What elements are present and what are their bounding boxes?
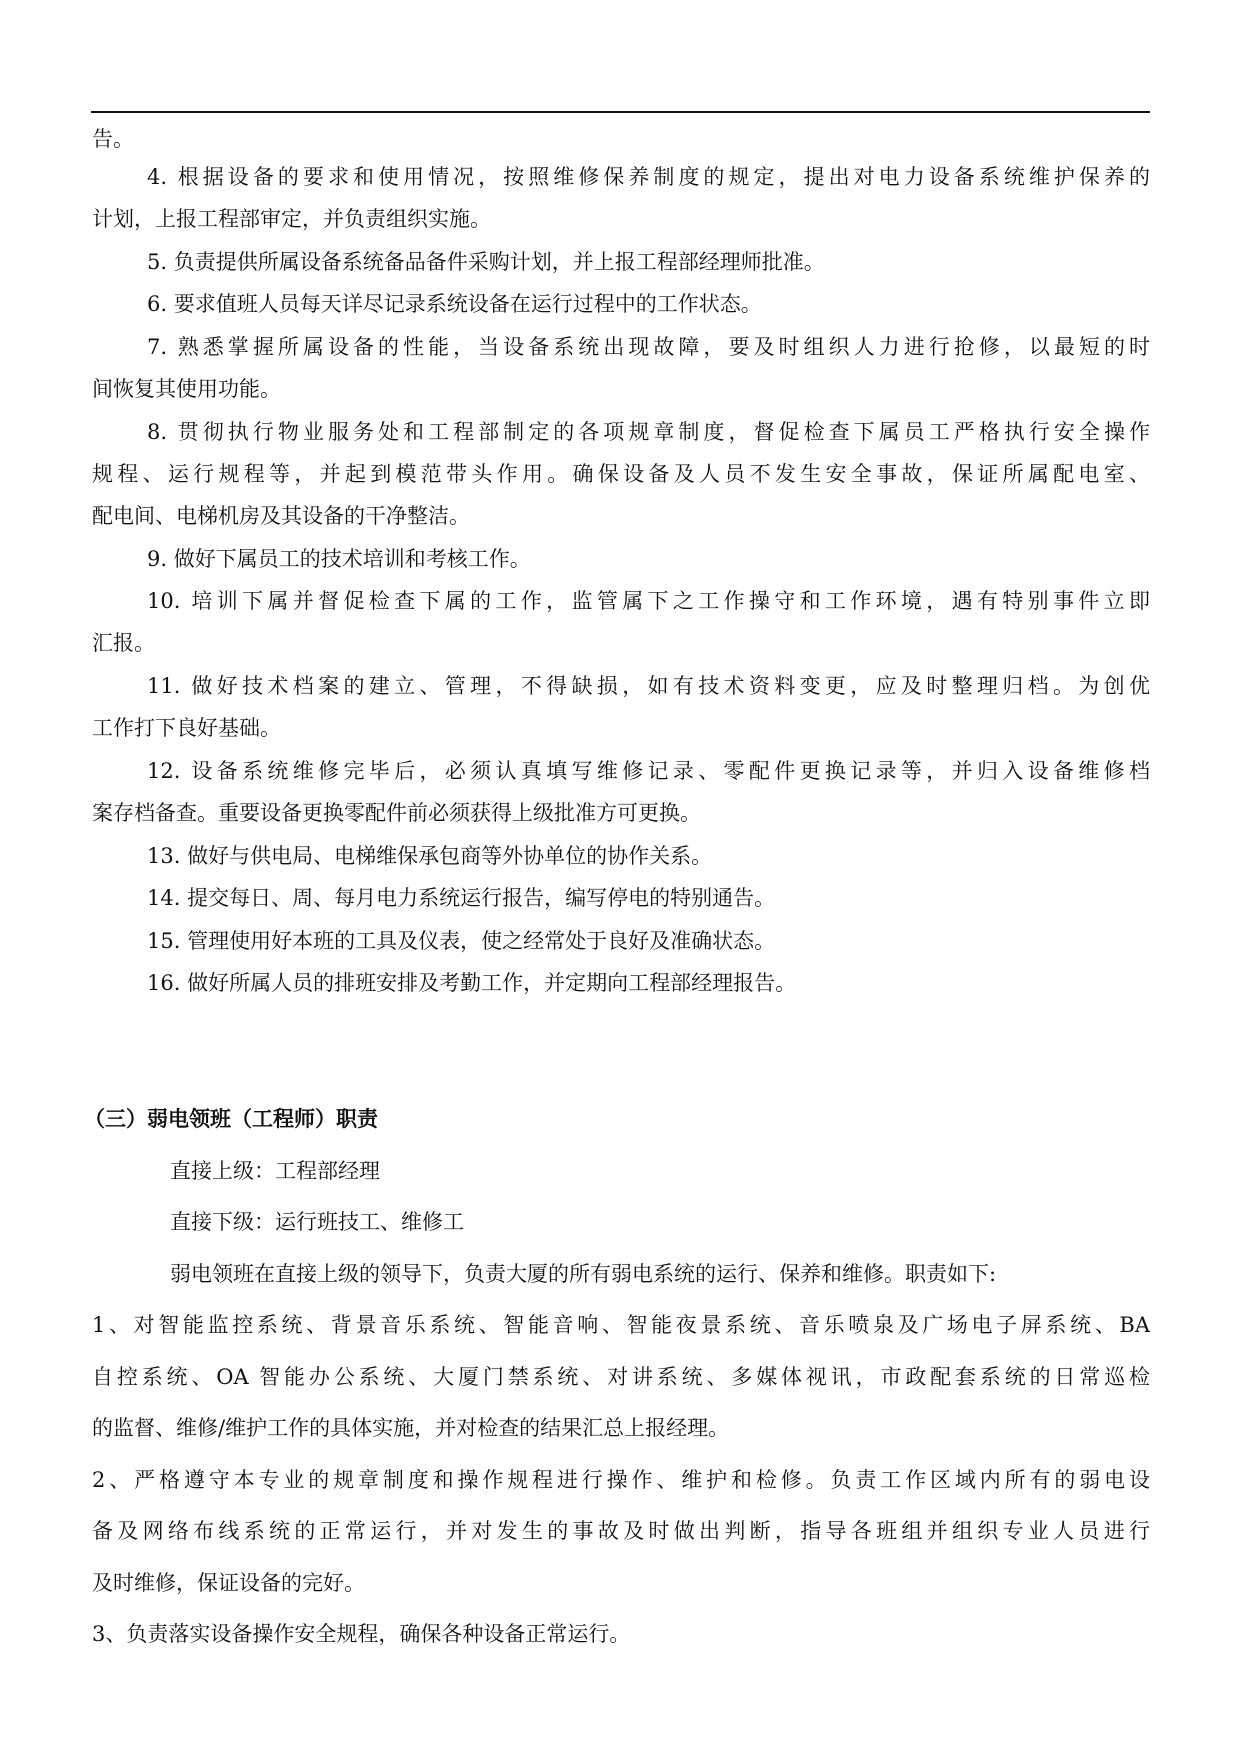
list-item-7-line-1: 7. 熟悉掌握所属设备的性能，当设备系统出现故障，要及时组织人力进行抢修，以最短的时 <box>147 335 1150 359</box>
list-item-16: 16. 做好所属人员的排班安排及考勤工作，并定期向工程部经理报告。 <box>147 971 797 995</box>
duty-1-line-2: 自控系统、OA 智能办公系统、大厦门禁系统、对讲系统、多媒体视讯，市政配套系统的日常巡检 <box>92 1365 1150 1389</box>
list-item-6: 6. 要求值班人员每天详尽记录系统设备在运行过程中的工作状态。 <box>147 292 762 316</box>
list-item-8-line-2: 规程、运行规程等，并起到模范带头作用。确保设备及人员不发生安全事故，保证所属配电室、 <box>92 462 1150 486</box>
direct-superior: 直接上级：工程部经理 <box>170 1159 380 1183</box>
duty-2-line-3: 及时维修，保证设备的完好。 <box>92 1571 365 1595</box>
list-item-4-line-2: 计划，上报工程部审定，并负责组织实施。 <box>92 207 491 231</box>
duty-1-line-3: 的监督、维修/维护工作的具体实施，并对检查的结果汇总上报经理。 <box>92 1416 730 1440</box>
list-item-14: 14. 提交每日、周、每月电力系统运行报告，编写停电的特别通告。 <box>147 886 776 910</box>
list-item-10-line-2: 汇报。 <box>92 631 155 655</box>
list-item-8-line-3: 配电间、电梯机房及其设备的干净整洁。 <box>92 504 470 528</box>
list-item-9: 9. 做好下属员工的技术培训和考核工作。 <box>147 547 531 571</box>
section-heading: （三）弱电领班（工程师）职责 <box>84 1107 378 1131</box>
duty-2-line-2: 备及网络布线系统的正常运行，并对发生的事故及时做出判断，指导各班组并组织专业人员进行 <box>92 1519 1150 1543</box>
list-item-10-line-1: 10. 培训下属并督促检查下属的工作，监管属下之工作操守和工作环境，遇有特别事件立即 <box>147 589 1150 613</box>
list-item-4-line-1: 4. 根据设备的要求和使用情况，按照维修保养制度的规定，提出对电力设备系统维护保养的 <box>147 165 1150 189</box>
section-intro: 弱电领班在直接上级的领导下，负责大厦的所有弱电系统的运行、保养和维修。职责如下: <box>170 1262 997 1286</box>
direct-subordinate: 直接下级：运行班技工、维修工 <box>170 1210 464 1234</box>
duty-3: 3、负责落实设备操作安全规程，确保各种设备正常运行。 <box>92 1622 631 1646</box>
list-item-11-line-2: 工作打下良好基础。 <box>92 716 281 740</box>
list-item-12-line-1: 12. 设备系统维修完毕后，必须认真填写维修记录、零配件更换记录等，并归入设备维修档 <box>147 759 1150 783</box>
list-item-12-line-2: 案存档备查。重要设备更换零配件前必须获得上级批准方可更换。 <box>92 801 701 825</box>
list-item-8-line-1: 8. 贯彻执行物业服务处和工程部制定的各项规章制度，督促检查下属员工严格执行安全操作 <box>147 420 1150 444</box>
duty-1-line-1: 1、对智能监控系统、背景音乐系统、智能音响、智能夜景系统、音乐喷泉及广场电子屏系统、BA <box>92 1313 1150 1337</box>
list-item-13: 13. 做好与供电局、电梯维保承包商等外协单位的协作关系。 <box>147 844 713 868</box>
list-item-15: 15. 管理使用好本班的工具及仪表，使之经常处于良好及准确状态。 <box>147 929 776 953</box>
list-item-7-line-2: 间恢复其使用功能。 <box>92 377 281 401</box>
list-item-5: 5. 负责提供所属设备系统备品备件采购计划，并上报工程部经理师批准。 <box>147 250 825 274</box>
list-item-11-line-1: 11. 做好技术档案的建立、管理，不得缺损，如有技术资料变更，应及时整理归档。为创优 <box>147 674 1150 698</box>
duty-2-line-1: 2、严格遵守本专业的规章制度和操作规程进行操作、维护和检修。负责工作区域内所有的弱电设 <box>92 1468 1150 1492</box>
continued-text: 告。 <box>92 127 134 151</box>
header-rule <box>91 111 1150 113</box>
